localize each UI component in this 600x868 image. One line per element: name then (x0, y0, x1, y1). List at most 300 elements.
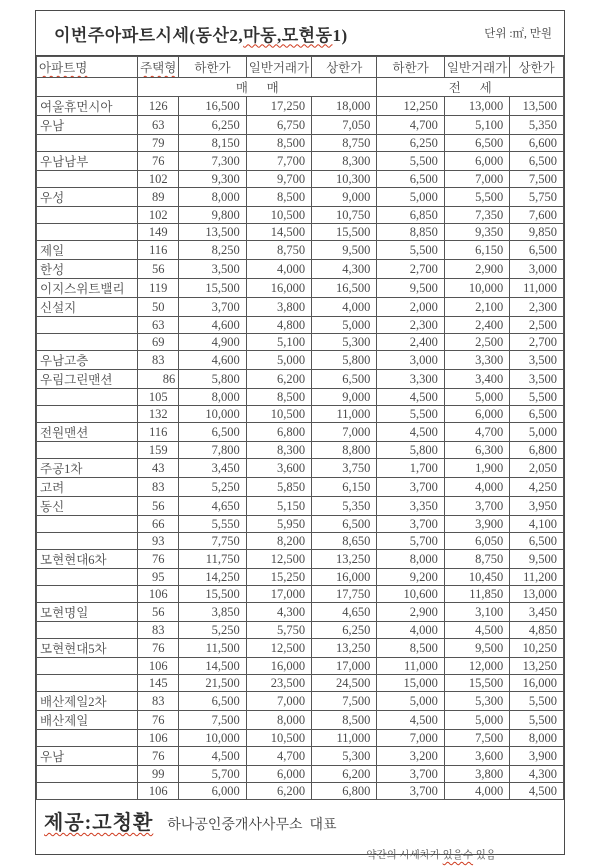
housing-type-cell: 106 (138, 658, 179, 675)
sale-low-cell: 8,250 (179, 241, 246, 260)
apartment-name-cell: 우림그린맨션 (37, 370, 138, 389)
sale-high-cell: 18,000 (312, 97, 377, 116)
sale-normal-cell: 5,150 (246, 497, 311, 516)
sale-normal-cell: 12,500 (246, 550, 311, 569)
jeonse-low-cell: 4,500 (377, 389, 444, 406)
jeonse-low-cell: 2,400 (377, 334, 444, 351)
sale-normal-cell: 14,500 (246, 224, 311, 241)
jeonse-high-cell: 2,050 (510, 459, 564, 478)
apartment-name-cell: 배산제일 (37, 711, 138, 730)
jeonse-low-cell: 4,500 (377, 423, 444, 442)
sale-low-cell: 9,800 (179, 207, 246, 224)
jeonse-low-cell: 3,000 (377, 351, 444, 370)
disclaimer-text-end: 있음 (473, 850, 496, 861)
housing-type-cell: 76 (138, 152, 179, 171)
jeonse-normal-cell: 9,350 (444, 224, 509, 241)
sale-normal-cell: 17,000 (246, 586, 311, 603)
sale-low-cell: 10,000 (179, 406, 246, 423)
sale-high-cell: 5,350 (312, 497, 377, 516)
jeonse-normal-cell: 6,500 (444, 135, 509, 152)
jeonse-low-cell: 8,000 (377, 550, 444, 569)
sale-low-cell: 15,500 (179, 586, 246, 603)
jeonse-high-cell: 2,500 (510, 317, 564, 334)
table-row (37, 516, 564, 533)
jeonse-high-cell: 3,500 (510, 351, 564, 370)
office-name: 하나공인중개사사무소 대표 (167, 818, 337, 833)
sale-normal-cell: 5,750 (246, 622, 311, 639)
jeonse-low-cell: 12,250 (377, 97, 444, 116)
sale-normal-cell: 8,300 (246, 442, 311, 459)
housing-type-cell: 86 (138, 370, 179, 389)
jeonse-high-cell: 5,750 (510, 188, 564, 207)
apartment-name-cell (37, 207, 138, 224)
housing-type-cell: 50 (138, 298, 179, 317)
jeonse-low-cell: 9,200 (377, 569, 444, 586)
column-header-sale-low: 하한가 (179, 57, 246, 78)
sale-high-cell: 4,300 (312, 260, 377, 279)
table-row (37, 533, 564, 550)
price-table-body (37, 97, 564, 800)
jeonse-normal-cell: 5,000 (444, 711, 509, 730)
document-sheet (35, 10, 565, 861)
apartment-name-cell (37, 622, 138, 639)
jeonse-normal-cell: 10,450 (444, 569, 509, 586)
sale-high-cell: 9,000 (312, 188, 377, 207)
jeonse-high-cell: 2,300 (510, 298, 564, 317)
unit-label: 단위 :㎡, 만원 (484, 28, 552, 40)
jeonse-normal-cell: 2,100 (444, 298, 509, 317)
sale-low-cell: 9,300 (179, 171, 246, 188)
jeonse-low-cell: 6,500 (377, 171, 444, 188)
apartment-name-cell (37, 730, 138, 747)
sale-high-cell: 6,250 (312, 622, 377, 639)
jeonse-high-cell: 6,500 (510, 241, 564, 260)
housing-type-cell: 106 (138, 783, 179, 800)
table-row (37, 550, 564, 569)
jeonse-high-cell: 9,500 (510, 550, 564, 569)
sale-low-cell: 6,500 (179, 423, 246, 442)
sale-high-cell: 8,500 (312, 711, 377, 730)
sale-high-cell: 17,000 (312, 658, 377, 675)
table-row (37, 389, 564, 406)
jeonse-high-cell: 4,850 (510, 622, 564, 639)
jeonse-low-cell: 6,850 (377, 207, 444, 224)
jeonse-normal-cell: 3,800 (444, 766, 509, 783)
apartment-name-cell (37, 569, 138, 586)
sale-normal-cell: 10,500 (246, 406, 311, 423)
sale-normal-cell: 5,000 (246, 351, 311, 370)
jeonse-normal-cell: 6,050 (444, 533, 509, 550)
table-row (37, 351, 564, 370)
sale-low-cell: 7,750 (179, 533, 246, 550)
sale-low-cell: 4,650 (179, 497, 246, 516)
jeonse-high-cell: 9,850 (510, 224, 564, 241)
group-header-sale: 매 매 (138, 78, 377, 97)
jeonse-normal-cell: 4,000 (444, 783, 509, 800)
jeonse-normal-cell: 2,400 (444, 317, 509, 334)
housing-type-cell: 106 (138, 586, 179, 603)
sale-high-cell: 8,800 (312, 442, 377, 459)
sale-normal-cell: 6,200 (246, 370, 311, 389)
jeonse-normal-cell: 15,500 (444, 675, 509, 692)
table-row (37, 711, 564, 730)
jeonse-low-cell: 9,500 (377, 279, 444, 298)
sale-low-cell: 3,700 (179, 298, 246, 317)
jeonse-high-cell: 5,350 (510, 116, 564, 135)
housing-type-cell: 119 (138, 279, 179, 298)
housing-type-cell: 159 (138, 442, 179, 459)
sale-normal-cell: 8,500 (246, 389, 311, 406)
sale-high-cell: 5,300 (312, 747, 377, 766)
apartment-name-cell: 배산제일2차 (37, 692, 138, 711)
sale-normal-cell: 8,750 (246, 241, 311, 260)
table-row (37, 675, 564, 692)
jeonse-low-cell: 5,500 (377, 241, 444, 260)
sale-normal-cell: 6,750 (246, 116, 311, 135)
jeonse-high-cell: 13,500 (510, 97, 564, 116)
sale-normal-cell: 8,000 (246, 711, 311, 730)
sale-low-cell: 7,300 (179, 152, 246, 171)
housing-type-cell: 83 (138, 692, 179, 711)
jeonse-normal-cell: 3,700 (444, 497, 509, 516)
jeonse-low-cell: 7,000 (377, 730, 444, 747)
sale-low-cell: 4,600 (179, 351, 246, 370)
jeonse-high-cell: 3,500 (510, 370, 564, 389)
jeonse-high-cell: 6,600 (510, 135, 564, 152)
sale-high-cell: 7,500 (312, 692, 377, 711)
sale-normal-cell: 15,250 (246, 569, 311, 586)
table-row (37, 478, 564, 497)
apartment-name-cell: 전원맨션 (37, 423, 138, 442)
sale-low-cell: 11,750 (179, 550, 246, 569)
column-header-jeonse-normal: 일반거래가 (444, 57, 509, 78)
apartment-name-cell (37, 658, 138, 675)
sale-high-cell: 5,300 (312, 334, 377, 351)
apartment-name-cell (37, 389, 138, 406)
sale-high-cell: 17,750 (312, 586, 377, 603)
jeonse-normal-cell: 8,750 (444, 550, 509, 569)
sale-low-cell: 5,550 (179, 516, 246, 533)
table-row (37, 370, 564, 389)
sale-low-cell: 3,500 (179, 260, 246, 279)
jeonse-high-cell: 5,500 (510, 711, 564, 730)
sale-low-cell: 5,250 (179, 622, 246, 639)
jeonse-low-cell: 4,700 (377, 116, 444, 135)
housing-type-cell: 93 (138, 533, 179, 550)
apartment-name-cell: 이지스위트밸리 (37, 279, 138, 298)
apartment-name-cell: 신설지 (37, 298, 138, 317)
apartment-name-cell (37, 586, 138, 603)
jeonse-normal-cell: 5,500 (444, 188, 509, 207)
apartment-name-cell: 제일 (37, 241, 138, 260)
table-row (37, 639, 564, 658)
table-row (37, 207, 564, 224)
sale-high-cell: 10,750 (312, 207, 377, 224)
jeonse-high-cell: 4,250 (510, 478, 564, 497)
jeonse-normal-cell: 5,300 (444, 692, 509, 711)
sale-normal-cell: 4,300 (246, 603, 311, 622)
jeonse-low-cell: 5,800 (377, 442, 444, 459)
page-title (54, 21, 348, 46)
page-title-spellchecked-text: 마동,모현동 (243, 25, 333, 45)
sale-normal-cell: 8,500 (246, 188, 311, 207)
sale-high-cell: 6,200 (312, 766, 377, 783)
housing-type-cell: 83 (138, 478, 179, 497)
housing-type-cell: 106 (138, 730, 179, 747)
sale-low-cell: 14,500 (179, 658, 246, 675)
jeonse-normal-cell: 3,900 (444, 516, 509, 533)
jeonse-normal-cell: 1,900 (444, 459, 509, 478)
jeonse-normal-cell: 5,100 (444, 116, 509, 135)
sale-normal-cell: 6,000 (246, 766, 311, 783)
apartment-name-cell: 모현현대6차 (37, 550, 138, 569)
jeonse-low-cell: 5,000 (377, 188, 444, 207)
table-row (37, 171, 564, 188)
sale-high-cell: 6,500 (312, 370, 377, 389)
table-row (37, 442, 564, 459)
table-row (37, 459, 564, 478)
provider-name: 제공:고청환 (44, 812, 154, 834)
column-header-housing-type (138, 57, 179, 78)
sale-normal-cell: 4,800 (246, 317, 311, 334)
housing-type-cell: 66 (138, 516, 179, 533)
sale-high-cell: 11,000 (312, 730, 377, 747)
jeonse-low-cell: 3,700 (377, 478, 444, 497)
sale-low-cell: 7,500 (179, 711, 246, 730)
apartment-name-cell: 모현명일 (37, 603, 138, 622)
jeonse-high-cell: 7,600 (510, 207, 564, 224)
apartment-name-cell (37, 334, 138, 351)
table-row (37, 279, 564, 298)
price-table (36, 56, 564, 800)
table-row (37, 658, 564, 675)
sale-high-cell: 16,500 (312, 279, 377, 298)
sale-high-cell: 6,800 (312, 783, 377, 800)
table-row (37, 241, 564, 260)
column-header-jeonse-low: 하한가 (377, 57, 444, 78)
jeonse-normal-cell: 6,300 (444, 442, 509, 459)
table-row (37, 586, 564, 603)
jeonse-low-cell: 15,000 (377, 675, 444, 692)
jeonse-high-cell: 4,100 (510, 516, 564, 533)
table-row (37, 188, 564, 207)
sale-high-cell: 10,300 (312, 171, 377, 188)
sale-low-cell: 13,500 (179, 224, 246, 241)
table-row (37, 423, 564, 442)
disclaimer-spellchecked-text: 있을수 (442, 850, 474, 861)
jeonse-normal-cell: 11,850 (444, 586, 509, 603)
housing-type-cell: 145 (138, 675, 179, 692)
column-header-sale-normal: 일반거래가 (246, 57, 311, 78)
table-row (37, 497, 564, 516)
sale-normal-cell: 7,700 (246, 152, 311, 171)
jeonse-low-cell: 2,000 (377, 298, 444, 317)
sale-low-cell: 8,000 (179, 188, 246, 207)
housing-type-cell: 56 (138, 603, 179, 622)
jeonse-low-cell: 6,250 (377, 135, 444, 152)
jeonse-low-cell: 4,500 (377, 711, 444, 730)
sale-low-cell: 6,250 (179, 116, 246, 135)
jeonse-low-cell: 2,300 (377, 317, 444, 334)
housing-type-cell: 116 (138, 241, 179, 260)
sale-high-cell: 6,150 (312, 478, 377, 497)
sale-normal-cell: 17,250 (246, 97, 311, 116)
column-header-sale-high: 상한가 (312, 57, 377, 78)
table-row (37, 135, 564, 152)
apartment-name-cell: 동신 (37, 497, 138, 516)
sale-low-cell: 6,500 (179, 692, 246, 711)
jeonse-high-cell: 3,900 (510, 747, 564, 766)
jeonse-high-cell: 4,300 (510, 766, 564, 783)
table-row (37, 569, 564, 586)
table-row (37, 152, 564, 171)
jeonse-normal-cell: 2,900 (444, 260, 509, 279)
jeonse-high-cell: 6,500 (510, 152, 564, 171)
jeonse-low-cell: 5,000 (377, 692, 444, 711)
jeonse-low-cell: 3,200 (377, 747, 444, 766)
sale-low-cell: 3,850 (179, 603, 246, 622)
sale-normal-cell: 16,000 (246, 279, 311, 298)
jeonse-normal-cell: 4,500 (444, 622, 509, 639)
housing-type-cell: 56 (138, 497, 179, 516)
housing-type-cell: 69 (138, 334, 179, 351)
group-header-empty (37, 78, 138, 97)
apartment-name-cell: 우남 (37, 747, 138, 766)
housing-type-cell: 132 (138, 406, 179, 423)
apartment-name-cell (37, 675, 138, 692)
table-row (37, 603, 564, 622)
sale-normal-cell: 8,200 (246, 533, 311, 550)
sale-high-cell: 7,050 (312, 116, 377, 135)
sale-normal-cell: 23,500 (246, 675, 311, 692)
housing-type-cell: 43 (138, 459, 179, 478)
sale-normal-cell: 3,800 (246, 298, 311, 317)
apartment-name-cell: 우성 (37, 188, 138, 207)
jeonse-high-cell: 3,000 (510, 260, 564, 279)
jeonse-high-cell: 5,000 (510, 423, 564, 442)
sale-normal-cell: 5,850 (246, 478, 311, 497)
apartment-name-cell (37, 766, 138, 783)
apartment-name-cell (37, 171, 138, 188)
housing-type-cell: 99 (138, 766, 179, 783)
apartment-name-cell (37, 406, 138, 423)
jeonse-high-cell: 5,500 (510, 389, 564, 406)
jeonse-normal-cell: 12,000 (444, 658, 509, 675)
table-row (37, 116, 564, 135)
sale-high-cell: 8,650 (312, 533, 377, 550)
sale-normal-cell: 6,200 (246, 783, 311, 800)
housing-type-cell: 63 (138, 116, 179, 135)
jeonse-normal-cell: 4,000 (444, 478, 509, 497)
jeonse-low-cell: 10,600 (377, 586, 444, 603)
jeonse-high-cell: 5,500 (510, 692, 564, 711)
table-row (37, 260, 564, 279)
jeonse-high-cell: 10,250 (510, 639, 564, 658)
jeonse-normal-cell: 3,400 (444, 370, 509, 389)
jeonse-low-cell: 1,700 (377, 459, 444, 478)
jeonse-high-cell: 13,000 (510, 586, 564, 603)
apartment-name-cell: 우남남부 (37, 152, 138, 171)
apartment-name-cell (37, 783, 138, 800)
table-row (37, 730, 564, 747)
jeonse-high-cell: 16,000 (510, 675, 564, 692)
group-header-row (37, 78, 564, 97)
jeonse-low-cell: 2,700 (377, 260, 444, 279)
jeonse-normal-cell: 10,000 (444, 279, 509, 298)
housing-type-cell: 116 (138, 423, 179, 442)
sale-high-cell: 11,000 (312, 406, 377, 423)
table-row (37, 406, 564, 423)
sale-low-cell: 15,500 (179, 279, 246, 298)
sale-high-cell: 9,000 (312, 389, 377, 406)
jeonse-high-cell: 13,250 (510, 658, 564, 675)
jeonse-high-cell: 2,700 (510, 334, 564, 351)
provider-line (44, 806, 554, 835)
jeonse-normal-cell: 9,500 (444, 639, 509, 658)
jeonse-high-cell: 11,200 (510, 569, 564, 586)
sale-normal-cell: 5,100 (246, 334, 311, 351)
column-header-housing-type-label: 주택형 (140, 61, 177, 75)
housing-type-cell: 149 (138, 224, 179, 241)
sale-low-cell: 5,700 (179, 766, 246, 783)
sale-normal-cell: 9,700 (246, 171, 311, 188)
sale-low-cell: 8,000 (179, 389, 246, 406)
page-title-text-end: 1) (332, 25, 348, 45)
sale-high-cell: 16,000 (312, 569, 377, 586)
apartment-name-cell (37, 317, 138, 334)
sale-high-cell: 8,300 (312, 152, 377, 171)
sale-normal-cell: 4,700 (246, 747, 311, 766)
sale-low-cell: 8,150 (179, 135, 246, 152)
sale-low-cell: 14,250 (179, 569, 246, 586)
sale-high-cell: 4,000 (312, 298, 377, 317)
sale-high-cell: 8,750 (312, 135, 377, 152)
sale-high-cell: 3,750 (312, 459, 377, 478)
apartment-name-cell: 고려 (37, 478, 138, 497)
housing-type-cell: 76 (138, 711, 179, 730)
jeonse-high-cell: 11,000 (510, 279, 564, 298)
jeonse-normal-cell: 6,150 (444, 241, 509, 260)
jeonse-normal-cell: 5,000 (444, 389, 509, 406)
table-row (37, 622, 564, 639)
sale-high-cell: 5,800 (312, 351, 377, 370)
sale-high-cell: 13,250 (312, 550, 377, 569)
sale-low-cell: 5,250 (179, 478, 246, 497)
sale-normal-cell: 12,500 (246, 639, 311, 658)
jeonse-normal-cell: 6,000 (444, 406, 509, 423)
jeonse-normal-cell: 3,300 (444, 351, 509, 370)
jeonse-low-cell: 2,900 (377, 603, 444, 622)
column-header-row (37, 57, 564, 78)
group-header-jeonse: 전 세 (377, 78, 564, 97)
apartment-name-cell (37, 442, 138, 459)
housing-type-cell: 95 (138, 569, 179, 586)
jeonse-low-cell: 3,350 (377, 497, 444, 516)
sale-normal-cell: 3,600 (246, 459, 311, 478)
sale-low-cell: 6,000 (179, 783, 246, 800)
jeonse-low-cell: 11,000 (377, 658, 444, 675)
jeonse-high-cell: 8,000 (510, 730, 564, 747)
jeonse-low-cell: 8,850 (377, 224, 444, 241)
table-row (37, 298, 564, 317)
jeonse-normal-cell: 7,500 (444, 730, 509, 747)
table-row (37, 317, 564, 334)
housing-type-cell: 89 (138, 188, 179, 207)
sale-normal-cell: 16,000 (246, 658, 311, 675)
sale-low-cell: 21,500 (179, 675, 246, 692)
sale-high-cell: 5,000 (312, 317, 377, 334)
table-row (37, 783, 564, 800)
